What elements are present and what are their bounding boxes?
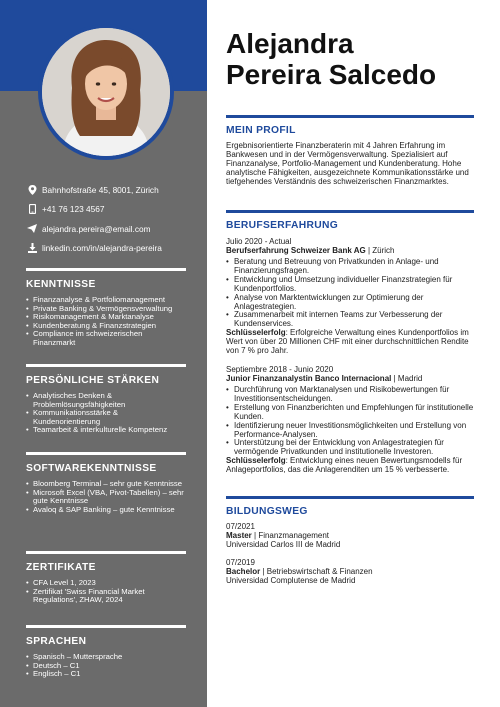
list-item: • Deutsch – C1 [26,662,186,671]
certificates-list [26,579,186,605]
divider [226,210,474,213]
list-item: • Spanisch – Muttersprache [26,653,186,662]
divider [26,364,186,367]
experience-title: BERUFSERFAHRUNG [226,220,339,231]
list-item: • Compliance im schweizerischen Finanzmarkt [26,330,186,347]
phone-text: +41 76 123 4567 [42,204,105,215]
job-success [226,329,474,356]
profile-title: MEIN PROFIL [226,125,296,136]
job-heading [226,374,474,383]
job-entry [226,365,474,475]
list-item: • Zusammenarbeit mit internen Teams zur Verbesserung der Kundenservices. [226,311,474,329]
email-icon [26,224,38,233]
success-label: Schlüsselerfolg [226,456,286,466]
job-bullets [226,258,474,329]
contact-address [26,180,202,200]
list-item: • Kommunikationsstärke & Kundenorientierung [26,409,186,426]
list-item: • CFA Level 1, 2023 [26,579,186,588]
list-item: • Analyse von Marktentwicklungen zur Optimierung der Anlagestrategien. [226,294,474,312]
job-heading [226,246,474,255]
list-item: • Kundenberatung & Finanzstrategien [26,322,186,331]
divider [226,115,474,118]
job-date: Septiembre 2018 - Junio 2020 [226,364,334,374]
certificates-section [26,551,186,605]
education-section [226,496,474,585]
software-section [26,452,186,514]
degree-name: Master [226,530,252,540]
education-date: 07/2021 [226,522,255,531]
education-entry [226,559,474,586]
strengths-section [26,364,186,435]
list-item: • Avaloq & SAP Banking – gute Kenntnisse [26,506,186,515]
list-item: • Entwicklung und Umsetzung individueller Finanzstrategien für Kundenportfolios. [226,276,474,294]
education-school: Universidad Carlos III de Madrid [226,539,341,549]
list-item: • Unterstützung bei der Entwicklung von Anlagestrategien für vermögende Privatkunden und institutionelle Investoren. [226,439,474,457]
job-success [226,457,474,475]
success-label: Schlüsselerfolg [226,328,286,338]
sidebar [0,0,207,707]
contact-block [26,180,202,258]
location-icon [26,185,38,195]
divider [26,551,186,554]
languages-section [26,625,186,679]
list-item: • Identifizierung neuer Investitionsmöglichkeiten und Erstellung von Performance-Analysen. [226,422,474,440]
skills-list [26,296,186,348]
linkedin-icon [26,243,38,253]
contact-email[interactable] [26,219,202,239]
list-item: • Englisch – C1 [26,670,186,679]
success-text: : Entwicklung eines neuen Bewertungsmodells für Anlageportfolios, das die Anlagerenditen um 15 % verbesserte. [226,456,463,475]
degree-field: | Betriebswirtschaft & Finanzen [260,566,373,576]
address-text: Bahnhofstraße 45, 8001, Zürich [42,184,159,195]
strengths-title: PERSÖNLICHE STÄRKEN [26,375,160,386]
education-entry [226,523,474,550]
languages-title: SPRACHEN [26,636,87,647]
linkedin-text[interactable]: linkedin.com/in/alejandra-pereira [42,243,162,254]
list-item: • Analytisches Denken & Problemlösungsfähigkeiten [26,392,186,409]
list-item: • Zertifikat 'Swiss Financial Market Regulations', ZHAW, 2024 [26,588,186,605]
job-bullets [226,386,474,457]
phone-icon [26,204,38,214]
certificates-title: ZERTIFIKATE [26,562,96,573]
software-list [26,480,186,514]
list-item: • Microsoft Excel (VBA, Pivot-Tabellen) – sehr gute Kenntnisse [26,489,186,506]
education-title: BILDUNGSWEG [226,506,308,517]
experience-section [226,210,474,475]
degree-name: Bachelor [226,566,261,576]
divider [26,625,186,628]
skills-section [26,268,186,348]
divider [26,268,186,271]
profile-photo [42,28,170,156]
skills-title: KENNTNISSE [26,279,96,290]
list-item: • Teamarbeit & interkulturelle Kompetenz [26,426,186,435]
candidate-name [226,28,436,90]
email-text[interactable]: alejandra.pereira@email.com [42,223,151,234]
contact-linkedin[interactable] [26,239,202,259]
profile-section [226,115,474,187]
success-text: : Erfolgreiche Verwaltung eines Kundenportfolios im Wert von über 20 Millionen CHF mit einer durchschnittlichen Rendite von 7 % pro Jahr. [226,328,469,356]
job-role: Junior Finanzanalystin Banco Internacional [226,373,392,383]
list-item: • Private Banking & Vermögensverwaltung [26,305,186,314]
name-line-2: Pereira Salcedo [226,59,437,90]
divider [26,452,186,455]
list-item: • Durchführung von Marktanalysen und Risikobewertungen für Investitionsentscheidungen. [226,386,474,404]
job-date: Julio 2020 - Actual [226,237,292,246]
name-line-1: Alejandra [226,28,354,59]
languages-list [26,653,186,679]
profile-photo-frame [38,24,174,160]
job-entry [226,237,474,356]
job-role: Berufserfahrung Schweizer Bank AG [226,246,366,255]
list-item: • Bloomberg Terminal – sehr gute Kenntnisse [26,480,186,489]
education-date: 07/2019 [226,557,255,567]
list-item: • Risikomanagement & Marktanalyse [26,313,186,322]
list-item: • Erstellung von Finanzberichten und Empfehlungen für institutionelle Kunden. [226,404,474,422]
profile-text: Ergebnisorientierte Finanzberaterin mit 4 Jahren Erfahrung im Bankwesen und in der Vermögensverwaltung. Spezialisiert auf Finanzanalyse, Portfolio-Management und Kundenberatung. Hohe analytische Fähigkeiten, ausgezeichnete Kommunikationsstärke und tiefgehendes Verständnis des schweizerischen Finanzmarktes. [226,141,469,186]
divider [226,496,474,499]
education-school: Universidad Complutense de Madrid [226,575,356,585]
list-item: • Finanzanalyse & Portfoliomanagement [26,296,186,305]
software-title: SOFTWAREKENNTNISSE [26,463,157,474]
degree-field: | Finanzmanagement [251,530,330,540]
contact-phone [26,200,202,220]
job-place: | Madrid [391,373,423,383]
job-place: | Zürich [365,246,395,255]
strengths-list [26,392,186,435]
list-item: • Beratung und Betreuung von Privatkunden in Anlage- und Finanzierungsfragen. [226,258,474,276]
